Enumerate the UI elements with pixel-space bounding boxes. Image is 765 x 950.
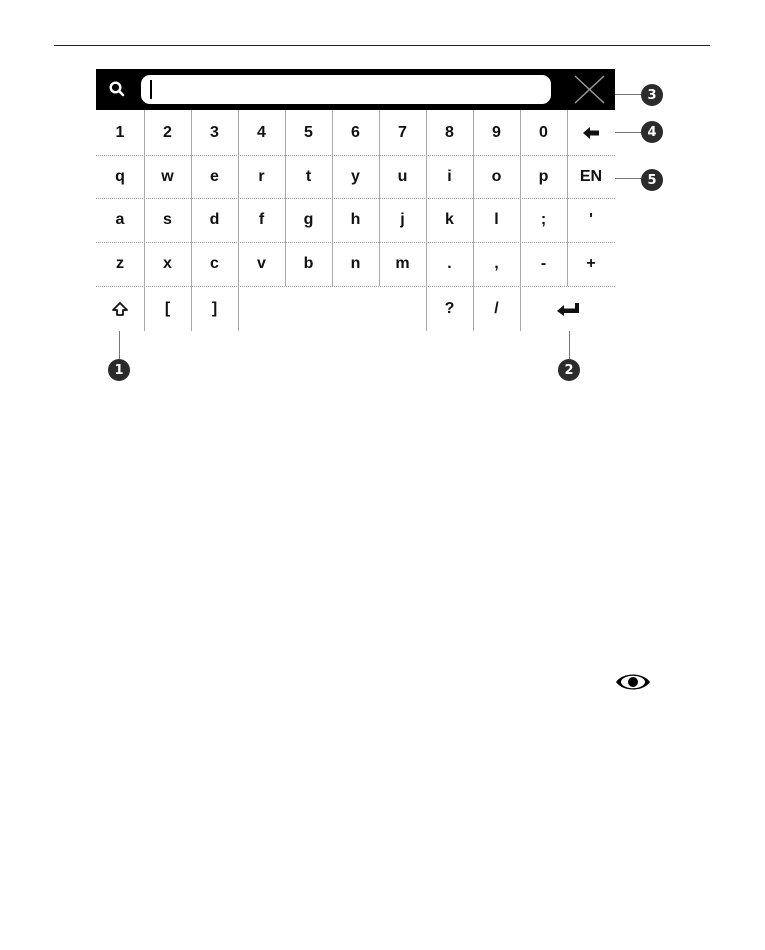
key-row3-1[interactable]: s <box>144 198 191 242</box>
row-divider <box>96 242 615 243</box>
column-divider <box>285 110 286 155</box>
key-row3-7[interactable]: k <box>426 198 473 242</box>
column-divider <box>567 242 568 286</box>
key-bracket-close[interactable]: ] <box>191 286 238 331</box>
callout-4: 4 <box>641 121 663 143</box>
key-8[interactable]: 8 <box>426 110 473 155</box>
callout-5: 5 <box>641 169 663 191</box>
key-row3-6[interactable]: j <box>379 198 426 242</box>
key-3[interactable]: 3 <box>191 110 238 155</box>
column-divider <box>144 155 145 198</box>
key-6[interactable]: 6 <box>332 110 379 155</box>
key-5[interactable]: 5 <box>285 110 332 155</box>
column-divider <box>379 155 380 198</box>
key-row4-6[interactable]: m <box>379 242 426 286</box>
column-divider <box>332 110 333 155</box>
callout-3: 3 <box>641 84 663 106</box>
column-divider <box>332 242 333 286</box>
column-divider <box>238 198 239 242</box>
column-divider <box>567 198 568 242</box>
callout-1-leader <box>119 331 120 359</box>
column-divider <box>144 198 145 242</box>
close-keyboard-button[interactable] <box>564 69 615 110</box>
key-p[interactable]: p <box>520 155 567 198</box>
key-row3-0[interactable]: a <box>96 198 144 242</box>
close-x-icon <box>564 69 615 110</box>
column-divider <box>426 286 427 331</box>
shift-icon <box>111 301 129 317</box>
language-key[interactable]: EN <box>567 155 615 198</box>
column-divider <box>473 198 474 242</box>
key-row3-9[interactable]: ; <box>520 198 567 242</box>
column-divider <box>191 242 192 286</box>
callout-4-leader <box>615 132 641 133</box>
key-t[interactable]: t <box>285 155 332 198</box>
column-divider <box>238 242 239 286</box>
callout-5-leader <box>615 178 641 179</box>
key-o[interactable]: o <box>473 155 520 198</box>
column-divider <box>238 155 239 198</box>
column-divider <box>520 155 521 198</box>
keyboard-keys <box>96 110 615 331</box>
shift-key[interactable] <box>96 286 144 331</box>
row-divider <box>96 155 615 156</box>
key-question[interactable]: ? <box>426 286 473 331</box>
key-y[interactable]: y <box>332 155 379 198</box>
key-row4-2[interactable]: c <box>191 242 238 286</box>
search-bar <box>96 69 564 110</box>
key-row3-3[interactable]: f <box>238 198 285 242</box>
column-divider <box>473 242 474 286</box>
key-e[interactable]: e <box>191 155 238 198</box>
row-divider <box>96 286 615 287</box>
callout-1: 1 <box>108 359 130 381</box>
key-q[interactable]: q <box>96 155 144 198</box>
column-divider <box>520 242 521 286</box>
column-divider <box>379 198 380 242</box>
callout-2-leader <box>569 331 570 359</box>
column-divider <box>520 110 521 155</box>
key-row3-10[interactable]: ' <box>567 198 615 242</box>
column-divider <box>332 155 333 198</box>
key-row4-7[interactable]: . <box>426 242 473 286</box>
arrow-left-icon <box>582 126 600 140</box>
key-row4-9[interactable]: - <box>520 242 567 286</box>
key-2[interactable]: 2 <box>144 110 191 155</box>
column-divider <box>520 286 521 331</box>
column-divider <box>473 286 474 331</box>
top-rule <box>54 45 710 46</box>
column-divider <box>144 110 145 155</box>
column-divider <box>473 155 474 198</box>
key-w[interactable]: w <box>144 155 191 198</box>
key-row3-4[interactable]: g <box>285 198 332 242</box>
space-key[interactable] <box>238 286 426 331</box>
key-row4-10[interactable]: + <box>567 242 615 286</box>
column-divider <box>567 110 568 155</box>
search-input[interactable] <box>141 75 551 104</box>
backspace-key[interactable] <box>567 110 615 155</box>
key-row3-8[interactable]: l <box>473 198 520 242</box>
column-divider <box>332 198 333 242</box>
column-divider <box>520 198 521 242</box>
column-divider <box>379 110 380 155</box>
column-divider <box>144 242 145 286</box>
column-divider <box>191 198 192 242</box>
column-divider <box>426 155 427 198</box>
key-9[interactable]: 9 <box>473 110 520 155</box>
row-divider <box>96 198 615 199</box>
search-icon <box>108 80 126 98</box>
key-bracket-open[interactable]: [ <box>144 286 191 331</box>
column-divider <box>191 155 192 198</box>
key-i[interactable]: i <box>426 155 473 198</box>
on-screen-keyboard <box>96 69 615 331</box>
text-cursor <box>150 80 152 99</box>
key-0[interactable]: 0 <box>520 110 567 155</box>
key-row4-0[interactable]: z <box>96 242 144 286</box>
column-divider <box>426 242 427 286</box>
key-row4-4[interactable]: b <box>285 242 332 286</box>
key-slash[interactable]: / <box>473 286 520 331</box>
key-row4-1[interactable]: x <box>144 242 191 286</box>
column-divider <box>285 242 286 286</box>
column-divider <box>191 110 192 155</box>
key-u[interactable]: u <box>379 155 426 198</box>
column-divider <box>285 198 286 242</box>
enter-icon <box>556 302 580 316</box>
key-row3-5[interactable]: h <box>332 198 379 242</box>
callout-2: 2 <box>558 359 580 381</box>
column-divider <box>238 286 239 331</box>
column-divider <box>567 155 568 198</box>
key-row4-3[interactable]: v <box>238 242 285 286</box>
eye-icon <box>614 670 652 694</box>
key-row4-8[interactable]: , <box>473 242 520 286</box>
enter-key[interactable] <box>520 286 615 331</box>
callout-3-leader <box>615 94 641 95</box>
column-divider <box>426 198 427 242</box>
key-1[interactable]: 1 <box>96 110 144 155</box>
key-4[interactable]: 4 <box>238 110 285 155</box>
key-row3-2[interactable]: d <box>191 198 238 242</box>
key-row4-5[interactable]: n <box>332 242 379 286</box>
column-divider <box>238 110 239 155</box>
key-r[interactable]: r <box>238 155 285 198</box>
column-divider <box>426 110 427 155</box>
column-divider <box>144 286 145 331</box>
column-divider <box>285 155 286 198</box>
key-7[interactable]: 7 <box>379 110 426 155</box>
column-divider <box>191 286 192 331</box>
column-divider <box>379 242 380 286</box>
column-divider <box>473 110 474 155</box>
